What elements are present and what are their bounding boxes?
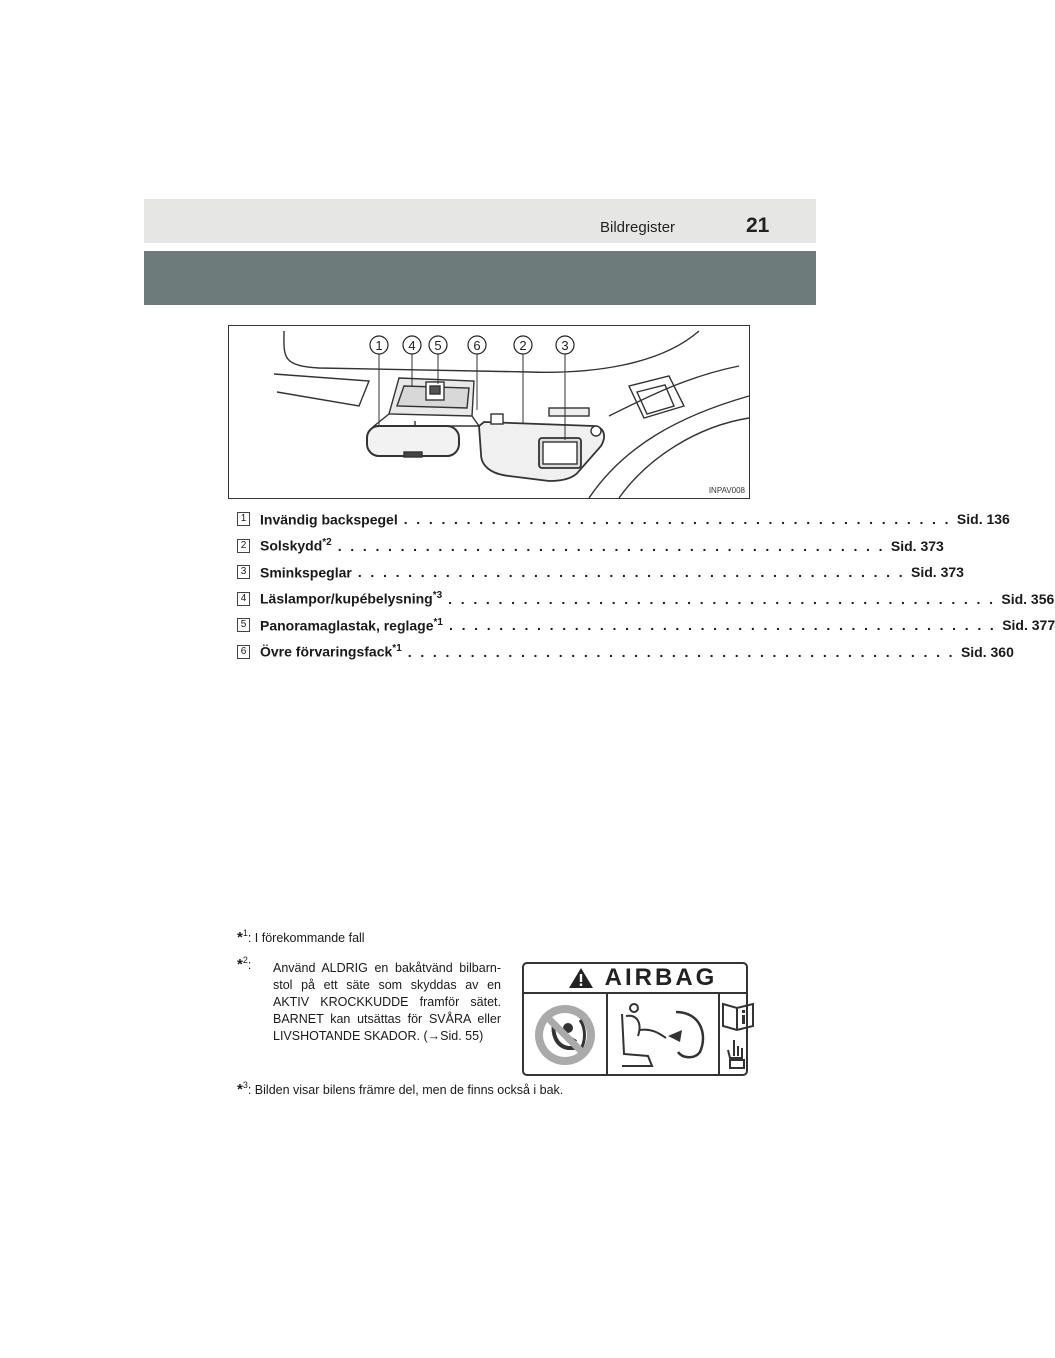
- list-item: [237, 586, 1055, 612]
- leader-dots: . . . . . . . . . . . . . . . . . . . . . . . . . . . . . . . . . . . . . . . . . . . .: [403, 511, 951, 527]
- prohibited-child-seat-icon: [524, 994, 606, 1076]
- item-number: 1: [237, 512, 250, 526]
- item-label: Invändig backspegel: [260, 511, 398, 528]
- item-number: 3: [237, 565, 250, 579]
- footnote-text: : I förekommande fall: [247, 931, 365, 945]
- item-page-ref[interactable]: Sid. 373: [911, 564, 964, 580]
- item-footnote-ref: *1: [433, 616, 443, 628]
- reference-list: [237, 506, 1055, 665]
- callout-2-text: 2: [519, 338, 527, 353]
- item-number: 6: [237, 645, 250, 659]
- airbag-deploy-cell: [608, 994, 720, 1076]
- callout-5-text: 5: [434, 338, 442, 353]
- list-item: [237, 612, 1055, 638]
- footnote-2-mark: [237, 955, 251, 973]
- callout-6-text: 6: [473, 338, 481, 353]
- list-item: [237, 533, 944, 559]
- footnote-colon: :: [247, 958, 252, 972]
- item-number: 4: [237, 592, 250, 606]
- item-page-ref[interactable]: Sid. 373: [890, 537, 944, 554]
- section-title: Bildregister: [600, 219, 676, 236]
- airbag-deploy-icon: [608, 994, 718, 1076]
- leader-dots: . . . . . . . . . . . . . . . . . . . . . . . . . . . . . . . . . . . . . . . . . . . .: [448, 590, 996, 607]
- footnote-number: 3: [242, 1080, 248, 1090]
- leader-dots: . . . . . . . . . . . . . . . . . . . . . . . . . . . . . . . . . . . . . . . . . . . .: [448, 617, 997, 633]
- footnote-2-text: Använd ALDRIG en bakåtvänd bilbarn-stol på ett säte som skyddas av en AKTIV KROCKKUDDE framför sätet. BARNET kan utsättas för SVÅRA eller LIVSHOTANDE SKADOR. (→Sid. 55): [273, 961, 501, 1043]
- footnote-mark: *: [237, 956, 243, 973]
- footnote-3: [237, 1080, 563, 1098]
- item-page-ref[interactable]: Sid. 136: [956, 511, 1010, 527]
- item-label: Solskydd: [260, 537, 323, 554]
- roof-drawing: [229, 326, 749, 498]
- read-manual-cell: [720, 994, 756, 1076]
- no-rear-facing-seat-cell: [524, 994, 608, 1076]
- item-number: 2: [237, 539, 250, 553]
- footnote-mark: *: [237, 1081, 243, 1098]
- footnote-number: 2: [242, 955, 248, 965]
- item-number: 5: [237, 618, 250, 632]
- item-footnote-ref: *1: [392, 643, 402, 655]
- item-page-ref[interactable]: Sid. 360: [960, 643, 1014, 660]
- item-label: Läslampor/kupébelysning: [260, 590, 433, 607]
- footnote-number: 1: [242, 928, 248, 938]
- header-band: [144, 199, 816, 243]
- item-page-ref[interactable]: Sid. 377: [1002, 617, 1055, 633]
- manual-book-icon: [720, 994, 756, 1076]
- airbag-warning-label: [522, 962, 748, 1076]
- item-label: Sminkspeglar: [260, 564, 352, 581]
- list-item: [237, 559, 964, 585]
- list-item: [237, 639, 1014, 665]
- leader-dots: . . . . . . . . . . . . . . . . . . . . . . . . . . . . . . . . . . . . . . . . . . . .: [337, 537, 885, 554]
- item-page-ref[interactable]: Sid. 356: [1001, 590, 1055, 607]
- item-footnote-ref: *2: [322, 537, 332, 549]
- callout-4-text: 4: [408, 338, 416, 353]
- leader-dots: . . . . . . . . . . . . . . . . . . . . . . . . . . . . . . . . . . . . . . . . . . . .: [407, 643, 955, 660]
- interior-roof-illustration: [228, 325, 750, 499]
- image-code: INPAV008: [708, 486, 745, 495]
- footnote-text: : Bilden visar bilens främre del, men de finns också i bak.: [247, 1083, 564, 1097]
- warning-triangle-icon: [568, 967, 594, 989]
- footnote-mark: *: [237, 929, 243, 946]
- page-number: 21: [746, 214, 770, 237]
- footnote-1: [237, 928, 365, 946]
- item-footnote-ref: *3: [432, 590, 443, 602]
- list-item: [237, 506, 1010, 532]
- item-label: Övre förvaringsfack: [260, 643, 393, 660]
- airbag-text: AIRBAG: [604, 964, 718, 991]
- callout-1-text: 1: [375, 338, 383, 353]
- item-label: Panoramaglastak, reglage: [260, 617, 434, 634]
- callout-3-text: 3: [561, 338, 569, 353]
- chapter-bar: [144, 251, 816, 305]
- leader-dots: . . . . . . . . . . . . . . . . . . . . . . . . . . . . . . . . . . . . . . . . . . . .: [357, 564, 906, 580]
